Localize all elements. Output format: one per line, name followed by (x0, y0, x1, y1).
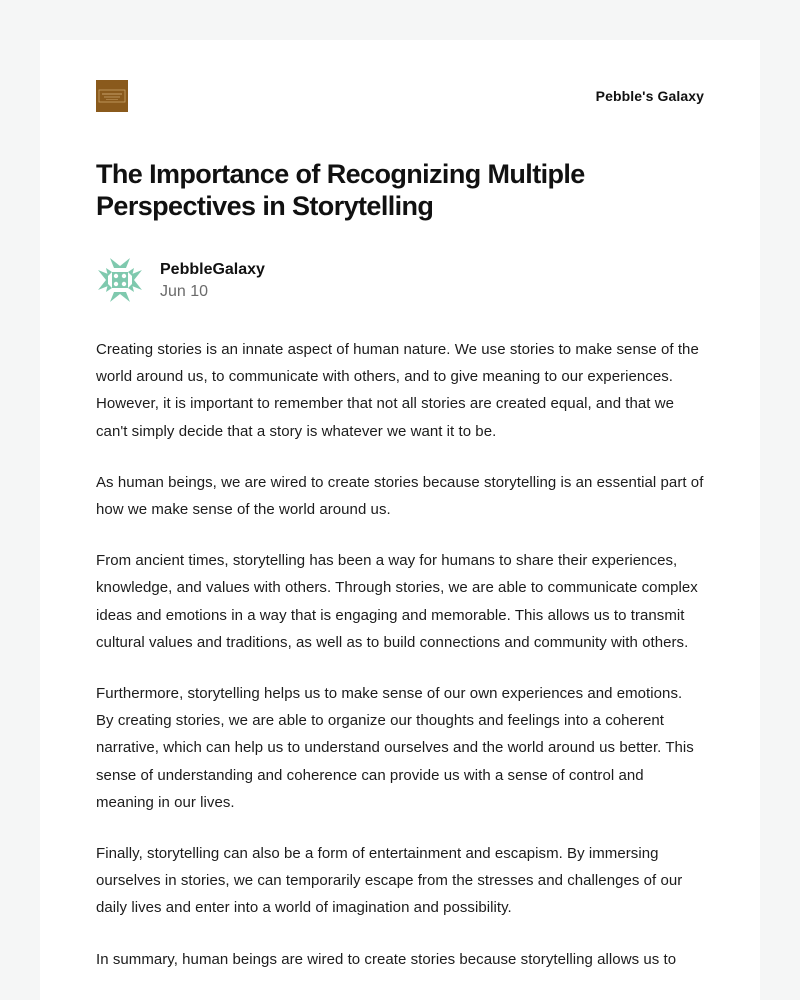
post-title: The Importance of Recognizing Multiple Perspectives in Storytelling (96, 159, 585, 221)
publication-logo-icon[interactable] (96, 80, 128, 112)
identicon-avatar[interactable] (96, 256, 144, 304)
post-date: Jun 10 (160, 283, 209, 300)
paragraph: Creating stories is an innate aspect of human nature. We use stories to make sense of the world around us, to communicate with others, and to give meaning to our experiences. However, it is important to remember that not all stories are created equal, and that we can't simply decide that a story is whatever we want it to be. (96, 341, 699, 440)
post-card (40, 40, 760, 1000)
paragraph: Finally, storytelling can also be a form of entertainment and escapism. By immersing ourselves in stories, we can temporarily escape from the stresses and challenges of our daily lives and enter into a world of imagination and possibility. (96, 845, 683, 917)
paragraph: In summary, human beings are wired to create stories because storytelling allows us to (96, 950, 677, 968)
paragraph: As human beings, we are wired to create stories because storytelling is an essential part of how we make sense of the world around us. (96, 473, 704, 519)
paragraph: From ancient times, storytelling has been a way for humans to share their experiences, knowledge, and values with others. Through stories, we are able to communicate complex ideas and emotions in a way that is engaging and memorable. This allows us to transmit cultural values and traditions, as well as to build connections and community with others. (96, 552, 698, 651)
paragraph: Furthermore, storytelling helps us to make sense of our own experiences and emotions. By creating stories, we are able to organize our thoughts and feelings into a coherent narrative, which can help us to understand ourselves and the world around us better. This sense of understanding and coherence can provide us with a sense of control and meaning in our lives. (96, 685, 694, 811)
byline (96, 256, 704, 304)
publication-name-link[interactable]: Pebble's Galaxy (595, 88, 704, 104)
post-body (96, 336, 704, 997)
author-name-link[interactable]: PebbleGalaxy (160, 261, 265, 278)
header-bar (96, 80, 704, 112)
